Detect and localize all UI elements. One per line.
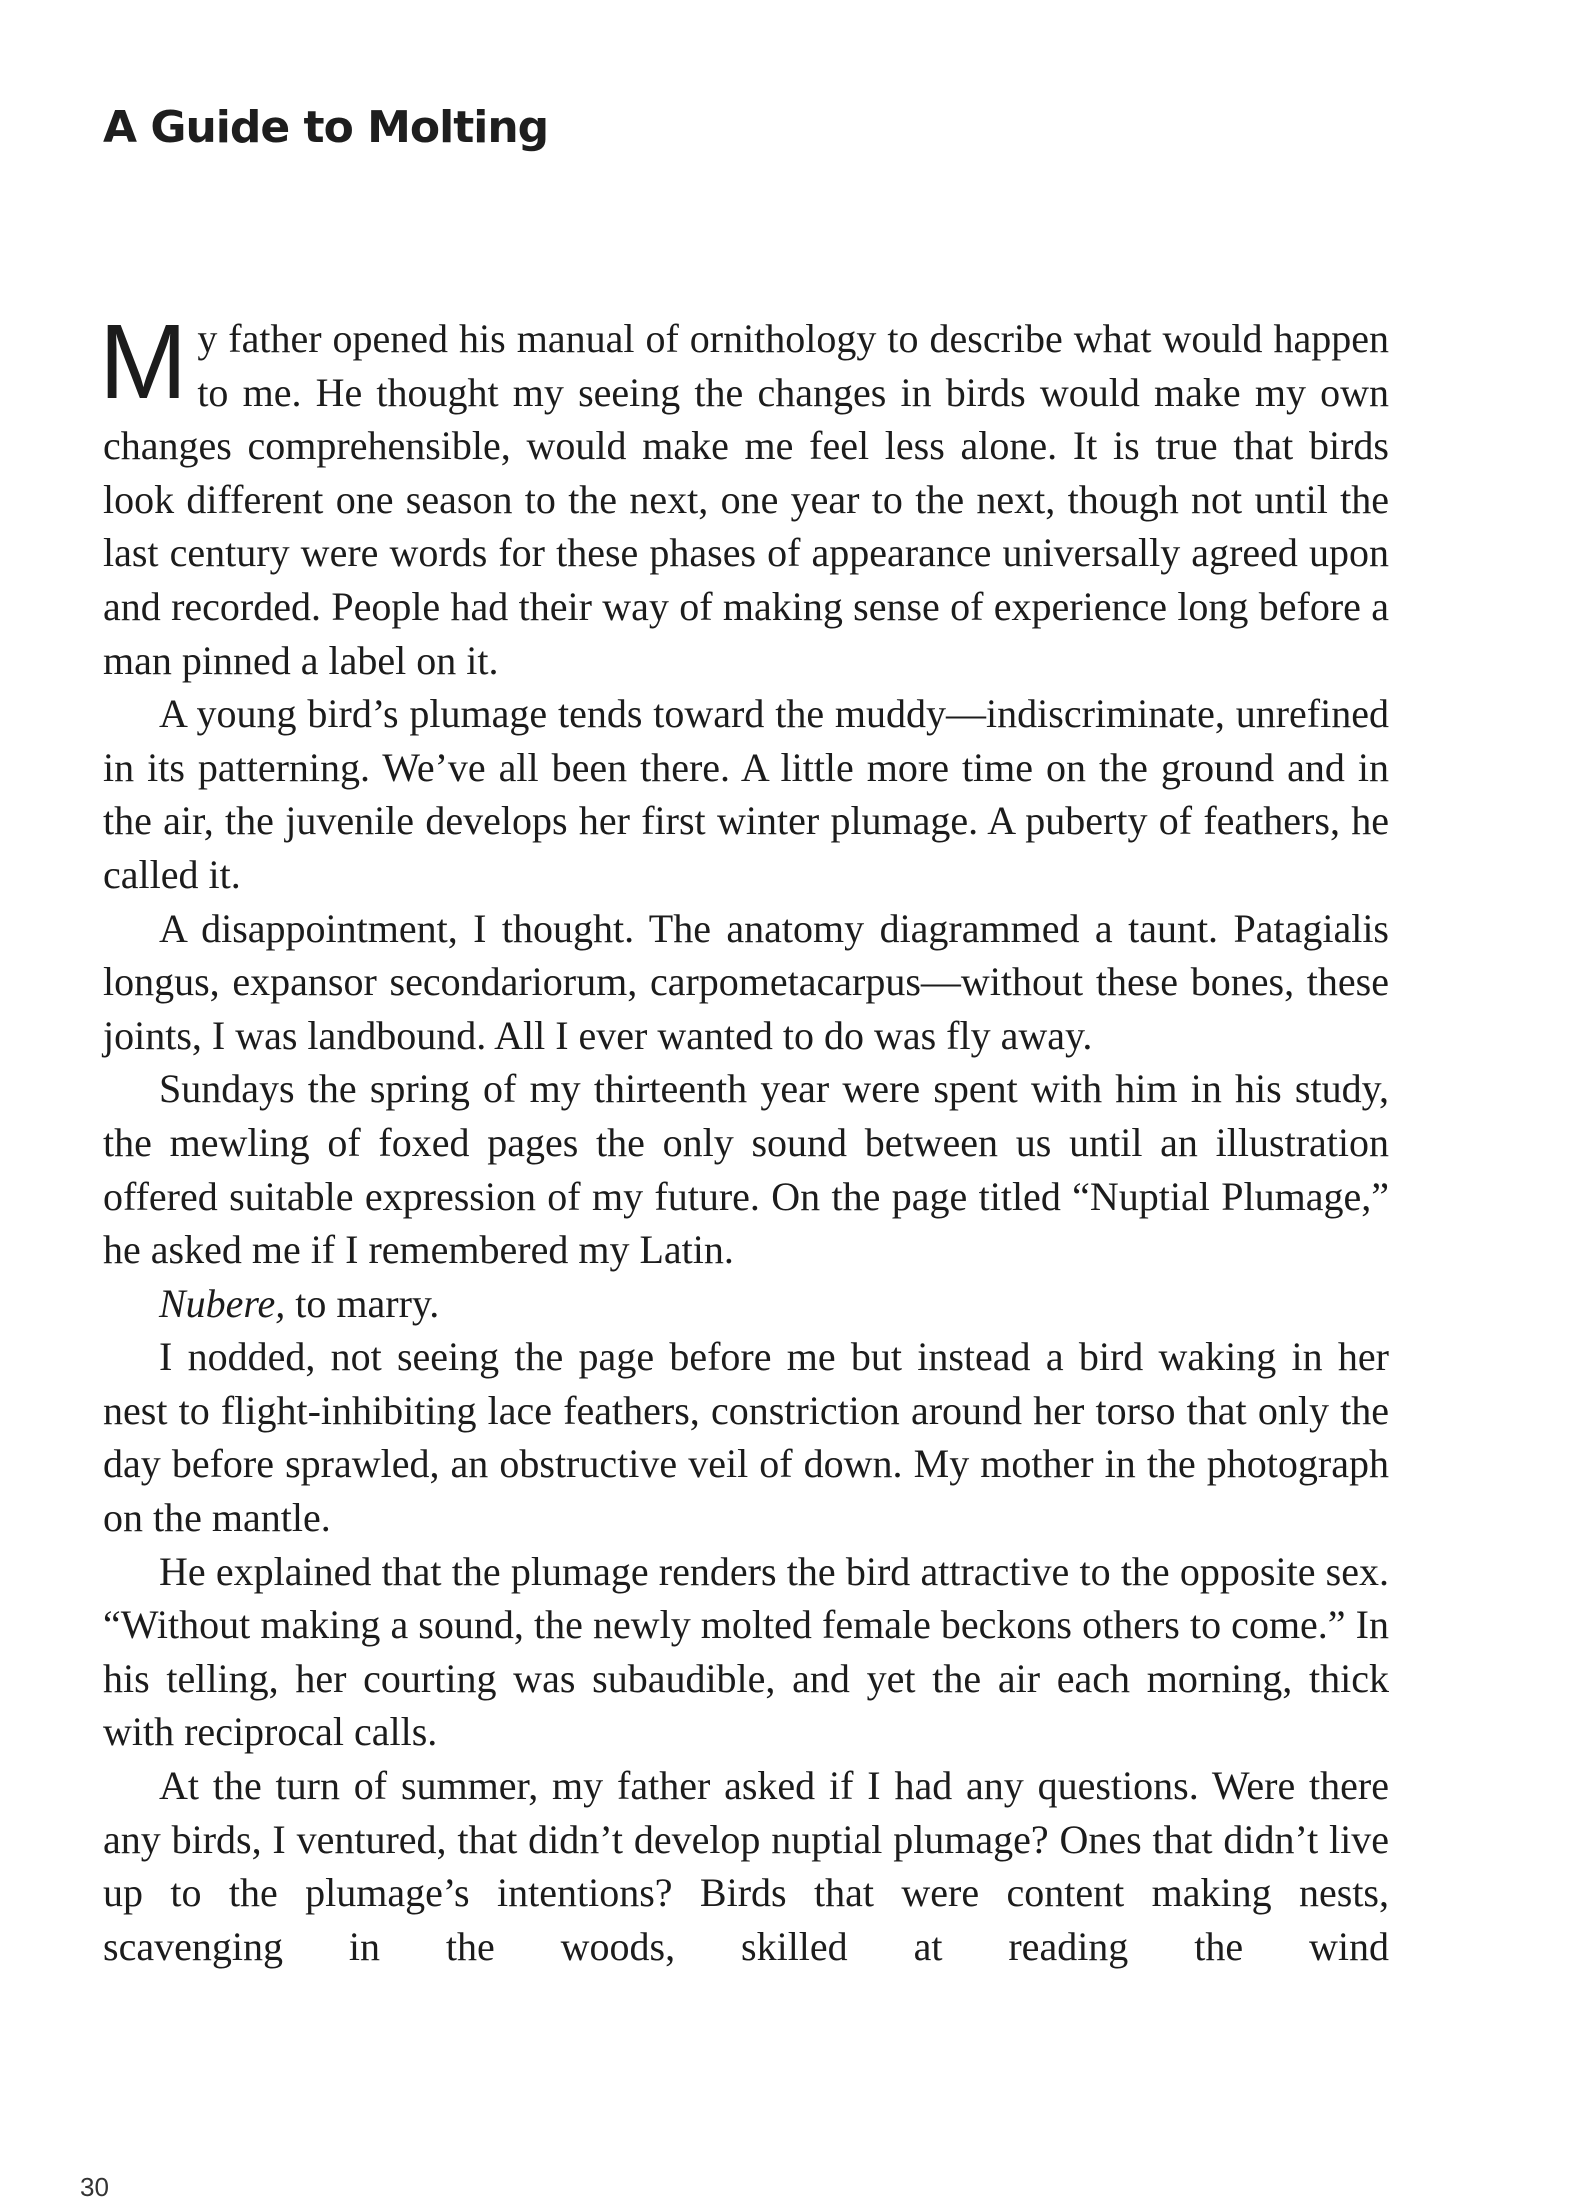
drop-cap: M (99, 303, 188, 421)
page-number: 30 (80, 2172, 109, 2202)
body-text (99, 303, 1389, 1973)
paragraph-2: A young bird’s plumage tends toward the muddy—indiscriminate, unrefined in its patterning. We’ve all been there. A little more time on the ground and in the air, the juvenile develops her first winter plumage. A puberty of feathers, he called it. (103, 691, 1389, 897)
paragraph-6: I nodded, not seeing the page before me but instead a bird waking in her nest to flight-inhibiting lace feathers, constriction around her torso that only the day before sprawled, an obstructive veil of down. My mother in the photograph on the mantle. (103, 1334, 1389, 1541)
page-title: A Guide to Molting (103, 102, 549, 153)
latin-word: Nubere, (159, 1280, 286, 1326)
paragraph-1-text: y father opened his manual of ornithology to describe what would happen to me. He thought my seeing the changes in birds would make my own changes comprehensible, would make me feel less alone. It is true that birds look different one season to the next, one year to the next, though not until the last century were words for these phases of appearance universally agreed upon and recorded. People had their way of making sense of experience long before a man pinned a label on it. (103, 316, 1389, 683)
paragraph-8: At the turn of summer, my father asked if I had any questions. Were there any birds, I ventured, that didn’t develop nuptial plumage? Ones that didn’t live up to the plumage’s intentions? Birds that were content making nests, scavenging in the woods, skilled at reading the wind (103, 1763, 1389, 1969)
paragraph-1 (99, 303, 1389, 687)
paragraph-7: He explained that the plumage renders the bird attractive to the opposite sex. “Without making a sound, the newly molted female beckons others to come.” In his telling, her courting was subaudible, and yet the air each morning, thick with reciprocal calls. (103, 1548, 1389, 1755)
paragraph-5-text: to marry. (295, 1280, 440, 1326)
paragraph-4: Sundays the spring of my thirteenth year were spent with him in his study, the mewling of foxed pages the only sound between us until an illustration offered suitable expression of my future. On the page titled “Nuptial Plumage,” he asked me if I remembered my Latin. (103, 1066, 1389, 1273)
paragraph-3: A disappointment, I thought. The anatomy diagrammed a taunt. Patagialis longus, expansor secondariorum, carpometacarpus—without these bones, these joints, I was landbound. All I ever wanted to do was fly away. (103, 905, 1389, 1058)
paragraph-5 (103, 1277, 1389, 1331)
